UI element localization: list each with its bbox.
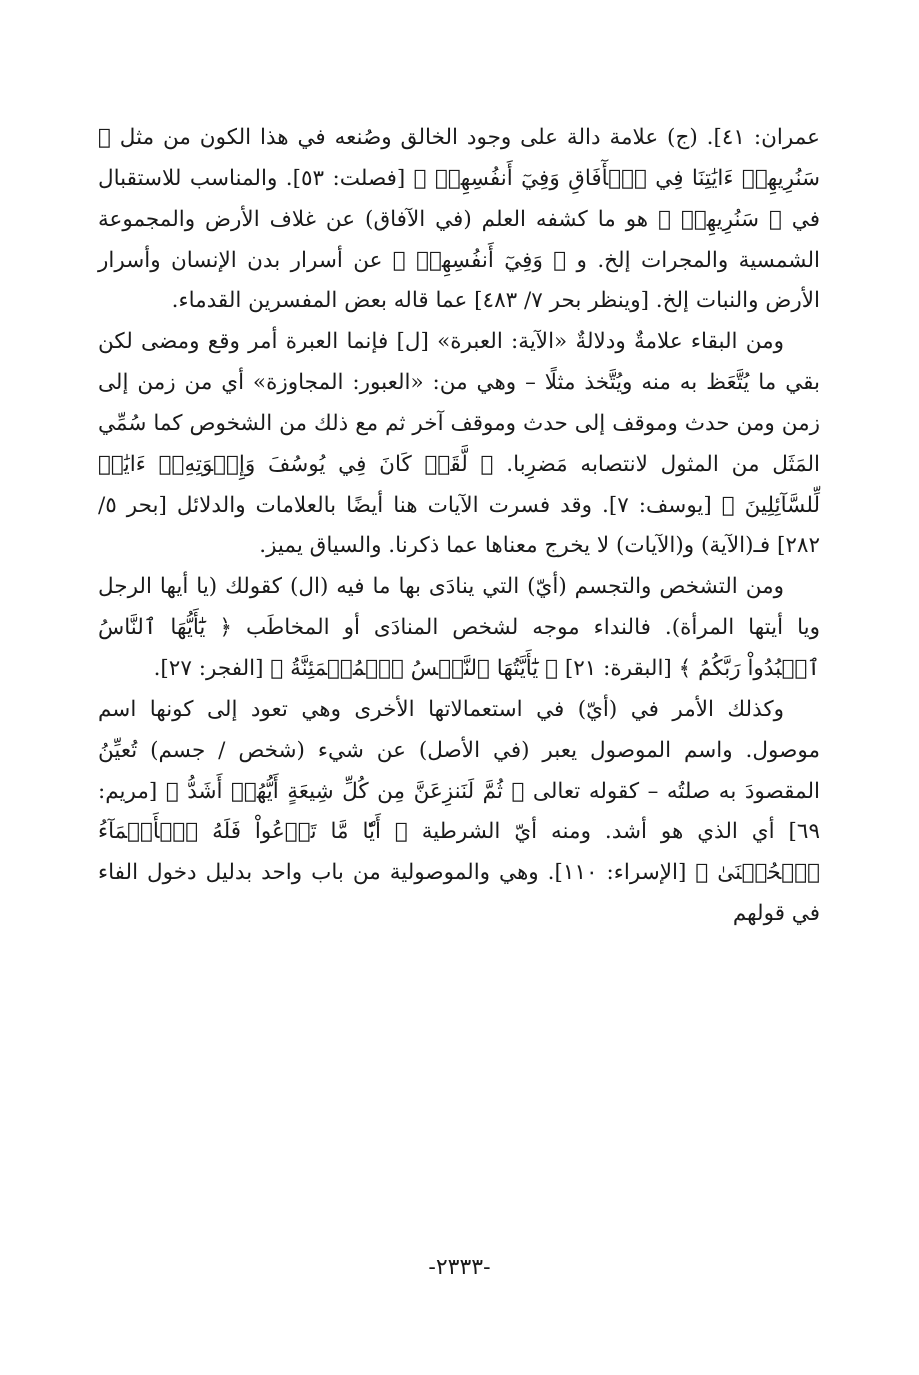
- paragraph-3: ومن التشخص والتجسم (أيّ) التي ينادَى بها ما فيه (ال) كقولك (يا أيها الرجل ويا أيتها المرأة). فالنداء موجه لشخص المنادَى أو المخاطَب ﴿ يَٰٓأَيُّهَا ٱلنَّاسُ ٱعۡبُدُواْ رَبَّكُمُ ﴾ [البقرة: ٢١] ﴿ يَٰٓأَيَّتُهَا ٱلنَّفۡسُ ٱلۡمُطۡمَئِنَّةُ ﴾ [الفجر: ٢٧].: [98, 574, 820, 681]
- paragraph-2: ومن البقاء علامةٌ ودلالةٌ «الآية: العبرة» [ل] فإنما العبرة أمر وقع ومضى لكن بقي ما يُتَّعَظ به منه ويُتَّخذ مثلًا – وهي من: «العبور: المجاوزة» أي من زمن إلى زمن ومن حدث وموقف إلى حدث وموقف آخر ثم مع ذلك من الشخوص كما سُمِّي المَثَل من المثول لانتصابه مَضرِبا. ﴿ لَّقَدۡ كَانَ فِي يُوسُفَ وَإِخۡوَتِهِۦٓ ءَايَٰتٞ لِّلسَّآئِلِينَ ﴾ [يوسف: ٧]. وقد فسرت الآيات هنا أيضًا بالعلامات والدلائل [بحر ٥/ ٢٨٢] فـ(الآية) و(الآيات) لا يخرج معناها عما ذكرنا. والسياق يميز.: [98, 329, 820, 559]
- paragraph-1: عمران: ٤١]. (ج) علامة دالة على وجود الخالق وصُنعه في هذا الكون من مثل ﴿ سَنُرِيهِمۡ ءَايَٰتِنَا فِي ٱلۡأٓفَاقِ وَفِيٓ أَنفُسِهِمۡ ﴾ [فصلت: ٥٣]. والمناسب للاستقبال في ﴿ سَنُرِيهِمۡ ﴾ هو ما كشفه العلم (في الآفاق) عن غلاف الأرض والمجموعة الشمسية والمجرات إلخ. و ﴿ وَفِيٓ أَنفُسِهِمۡ ﴾ عن أسرار بدن الإنسان وأسرار الأرض والنبات إلخ. [وينظر بحر ٧/ ٤٨٣] عما قاله بعض المفسرين القدماء.: [98, 125, 821, 314]
- body-text: [98, 118, 820, 935]
- page-number: -٢٣٣٣-: [428, 1255, 491, 1280]
- paragraph-4: وكذلك الأمر في (أيّ) في استعمالاتها الأخرى وهي تعود إلى كونها اسم موصول. واسم الموصول يعبر (في الأصل) عن شيء (شخص / جسم) تُعيِّنُ المقصودَ به صلتُه – كقوله تعالى ﴿ ثُمَّ لَنَنزِعَنَّ مِن كُلِّ شِيعَةٍ أَيُّهُمۡ أَشَدُّ ﴾ [مريم: ٦٩] أي الذي هو أشد. ومنه أيّ الشرطية ﴿ أَيّٗا مَّا تَدۡعُواْ فَلَهُ ٱلۡأَسۡمَآءُ ٱلۡحُسۡنَىٰ ﴾ [الإسراء: ١١٠]. وهي والموصولية من باب واحد بدليل دخول الفاء في قولهم: [98, 696, 821, 927]
